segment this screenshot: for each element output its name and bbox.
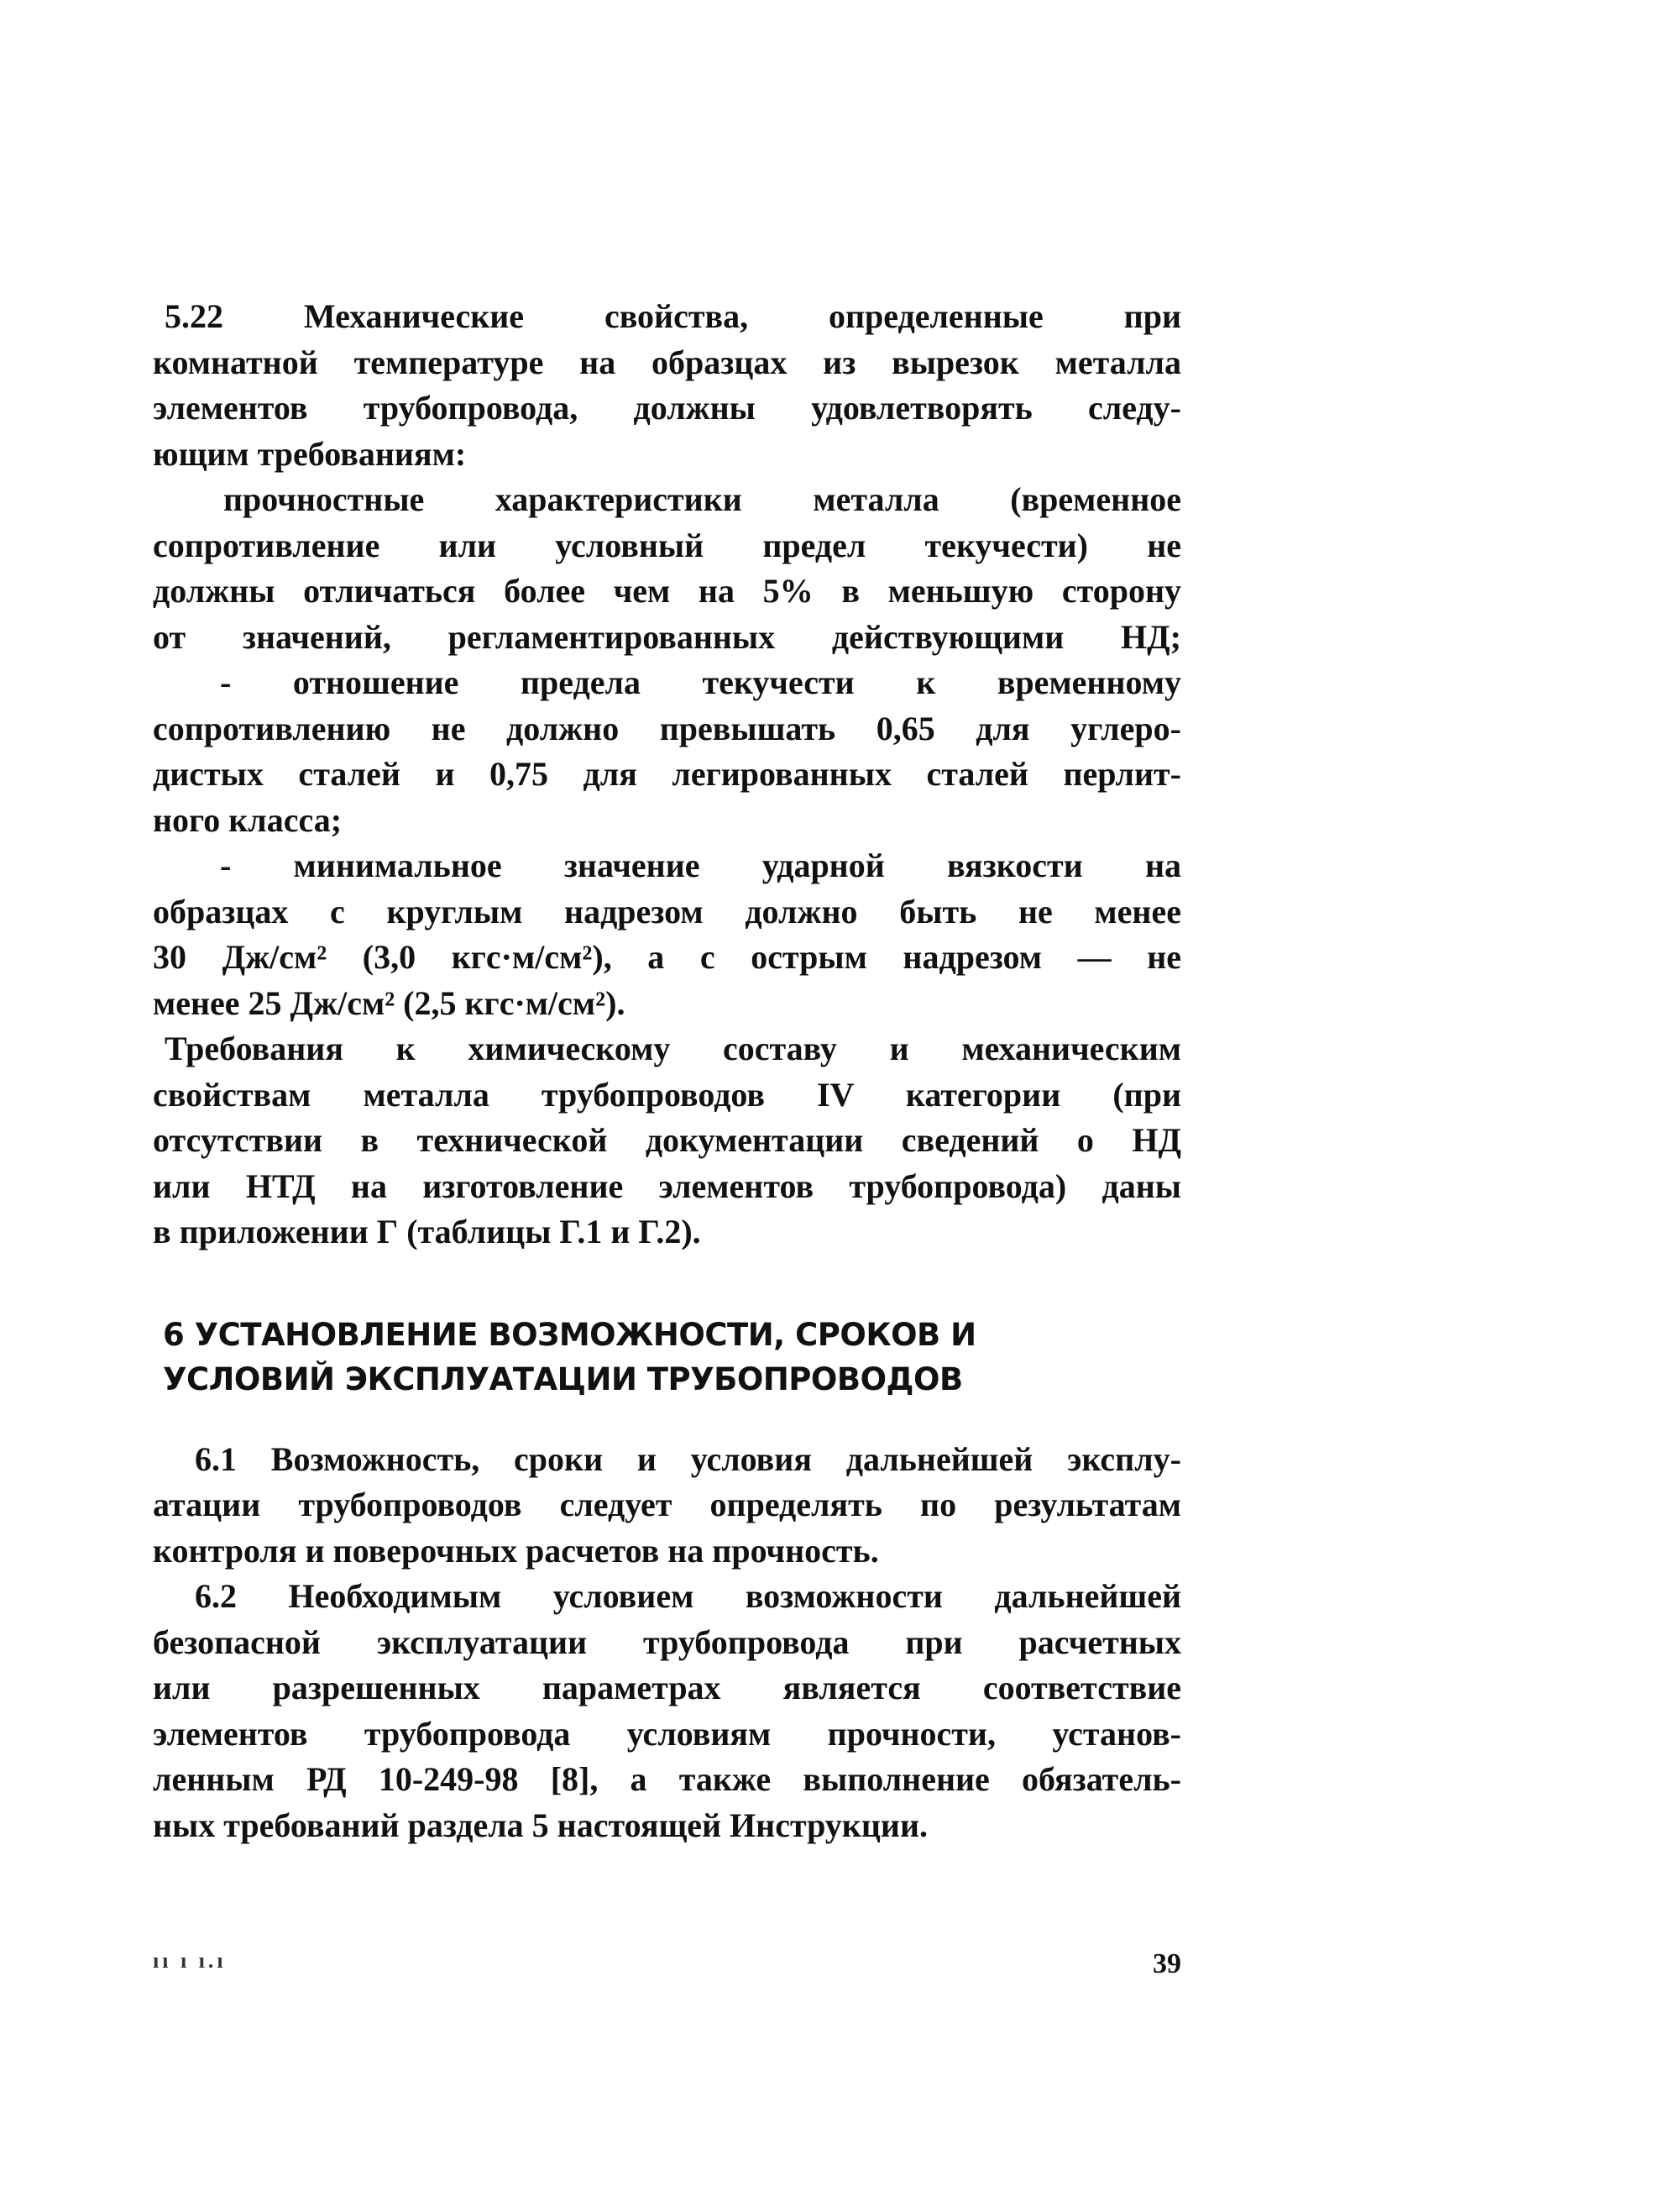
text-line bbox=[153, 294, 1181, 340]
text-line: 30 Дж/см² (3,0 кгс·м/см²), а с острым надрезом — не bbox=[153, 938, 1181, 976]
text-line: Требования к химическому составу и механическим bbox=[165, 1030, 1181, 1067]
text-line: ленным РД 10-249-98 [8], а также выполнение обязатель- bbox=[153, 1760, 1181, 1798]
text-line: ющим требованиям: bbox=[153, 434, 467, 473]
text-line: ного класса; bbox=[153, 800, 343, 839]
section-6-heading bbox=[153, 1313, 1181, 1402]
section-number: 6.1 bbox=[195, 1439, 237, 1478]
text-line: отсутствии в технической документации сведений о НД bbox=[153, 1121, 1181, 1159]
page-footer bbox=[153, 1948, 1181, 1990]
text-line: от значений, регламентированных действующими НД; bbox=[153, 617, 1181, 656]
text-line: свойствам металла трубопроводов IV категории (при bbox=[153, 1075, 1181, 1114]
text-line: - отношение предела текучести к временному bbox=[220, 663, 1181, 701]
text-line: сопротивление или условный предел текучести) не bbox=[153, 526, 1181, 564]
page-body bbox=[153, 294, 1181, 1848]
bullet-impact bbox=[153, 843, 1181, 1026]
text-span: Возможность, сроки и условия дальнейшей эксплу- bbox=[270, 1439, 1181, 1478]
heading-line: УСЛОВИЙ ЭКСПЛУАТАЦИИ ТРУБОПРОВОДОВ bbox=[163, 1360, 963, 1397]
text-line: или разрешенных параметрах является соответствие bbox=[153, 1669, 1181, 1706]
text-line: атации трубопроводов следует определять по результатам bbox=[153, 1486, 1181, 1523]
text-line: прочностные характеристики металла (временное bbox=[223, 480, 1181, 518]
text-line: элементов трубопровода, должны удовлетворять следу- bbox=[153, 389, 1181, 427]
section-number: 6.2 bbox=[195, 1577, 237, 1615]
text-line: - минимальное значение ударной вязкости на bbox=[220, 847, 1181, 884]
text-line: ных требований раздела 5 настоящей Инструкции. bbox=[153, 1806, 928, 1844]
text-line: контроля и поверочных расчетов на прочность. bbox=[153, 1531, 879, 1570]
page-number: 39 bbox=[1153, 1948, 1181, 1979]
text-line: сопротивлению не должно превышать 0,65 для углеро- bbox=[153, 709, 1181, 747]
text-line: безопасной эксплуатации трубопровода при расчетных bbox=[153, 1622, 1181, 1661]
text-line: дистых сталей и 0,75 для легированных сталей перлит- bbox=[153, 755, 1181, 793]
text-line: менее 25 Дж/см² (2,5 кгс·м/см²). bbox=[153, 983, 625, 1022]
text-line bbox=[153, 1574, 1181, 1620]
text-line bbox=[153, 1437, 1181, 1483]
text-line: образцах с круглым надрезом должно быть не менее bbox=[153, 892, 1181, 930]
bullet-ratio bbox=[153, 660, 1181, 843]
section-number: 5.22 bbox=[165, 297, 223, 335]
text-line: элементов трубопровода условиям прочности, установ- bbox=[153, 1714, 1181, 1753]
section-5-22 bbox=[153, 294, 1181, 477]
paragraph-requirements bbox=[153, 1026, 1181, 1255]
heading-line: 6 УСТАНОВЛЕНИЕ ВОЗМОЖНОСТИ, СРОКОВ И bbox=[163, 1316, 976, 1353]
text-line: должны отличаться более чем на 5% в меньшую сторону bbox=[153, 572, 1181, 610]
section-6-1 bbox=[153, 1437, 1181, 1575]
text-line: в приложении Г (таблицы Г.1 и Г.2). bbox=[153, 1213, 701, 1250]
text-span: Механические свойства, определенные при bbox=[303, 297, 1182, 335]
text-line: комнатной температуре на образцах из вырезок металла bbox=[153, 343, 1181, 381]
text-span: Необходимым условием возможности дальнейшей bbox=[288, 1577, 1181, 1615]
footer-mark: ıı ı ı.ı bbox=[153, 1948, 227, 1973]
text-line: или НТД на изготовление элементов трубопровода) даны bbox=[153, 1166, 1181, 1205]
section-6-2 bbox=[153, 1574, 1181, 1848]
bullet-strength bbox=[153, 477, 1181, 660]
